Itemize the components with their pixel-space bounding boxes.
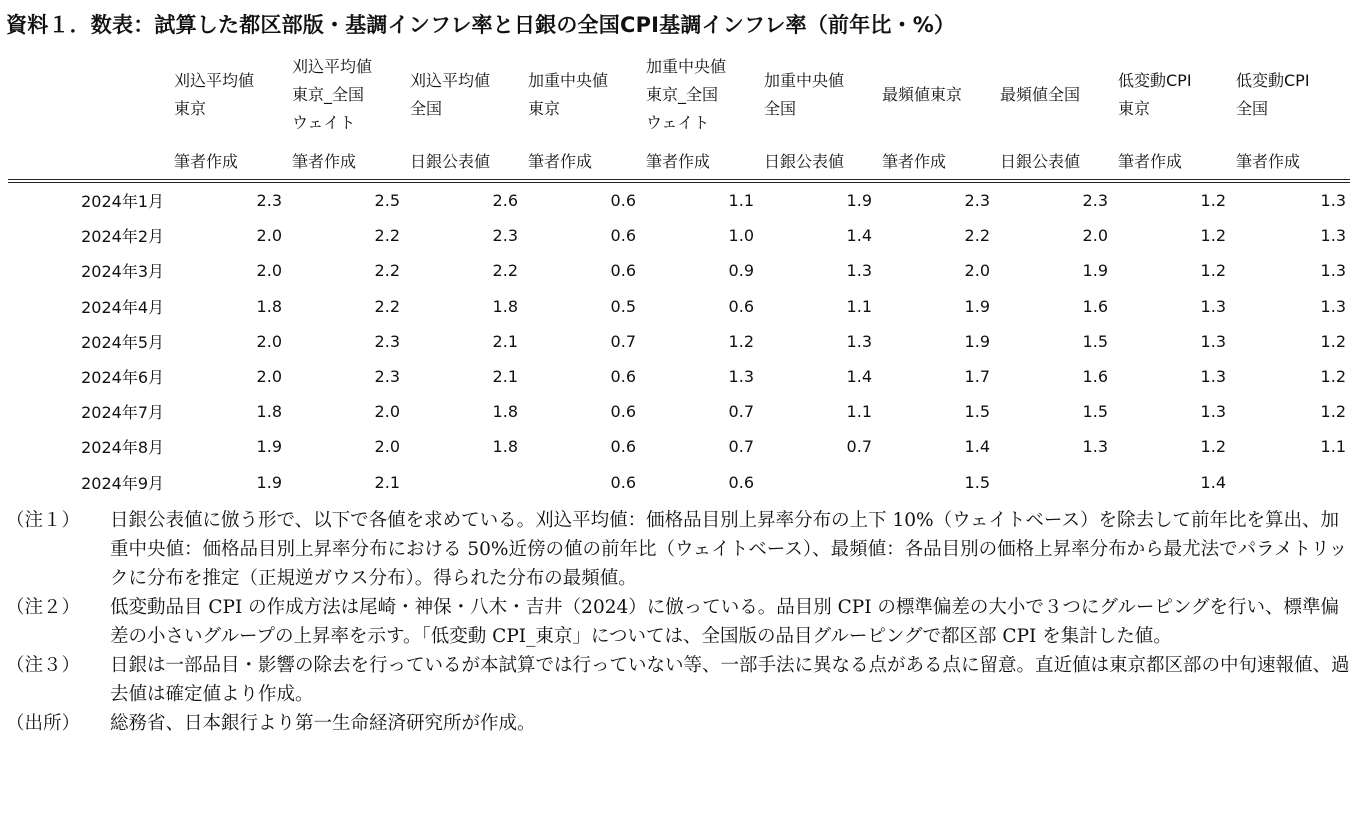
column-source: 筆者作成 bbox=[286, 145, 404, 181]
column-source: 筆者作成 bbox=[522, 145, 640, 181]
column-header-line: 全国 bbox=[1236, 99, 1269, 118]
table-cell: 1.5 bbox=[964, 402, 990, 422]
table-cell: 0.6 bbox=[610, 402, 636, 422]
table-cell: 1.3 bbox=[1200, 367, 1226, 387]
table-cell: 1.4 bbox=[1200, 472, 1226, 492]
table-cell: 1.2 bbox=[1200, 261, 1226, 281]
column-header-line: 刈込平均値 bbox=[410, 71, 491, 90]
table-cell: 2.0 bbox=[256, 226, 282, 246]
column-header bbox=[286, 45, 404, 145]
source-corner bbox=[8, 145, 168, 181]
table-cell: 2.2 bbox=[374, 226, 400, 246]
table-cell: 1.9 bbox=[964, 331, 990, 351]
table-cell: 1.3 bbox=[1200, 296, 1226, 316]
table-cell: 1.2 bbox=[1200, 226, 1226, 246]
source-row bbox=[8, 145, 1350, 181]
table-cell: 1.9 bbox=[846, 191, 872, 211]
table-cell: 0.6 bbox=[728, 296, 754, 316]
inflation-data-table bbox=[8, 45, 1350, 500]
table-cell: 1.6 bbox=[1082, 296, 1108, 316]
table-cell: 0.6 bbox=[610, 472, 636, 492]
column-header-line: 東京 bbox=[528, 99, 561, 118]
table-cell: 0.9 bbox=[728, 261, 754, 281]
table-cell: 2.3 bbox=[964, 191, 990, 211]
column-header bbox=[640, 45, 758, 145]
note-text: 日銀は一部品目・影響の除去を行っているが本試算では行っていない等、一部手法に異なる点がある点に留意。直近値は東京都区部の中旬速報値、過去値は確定値より作成。 bbox=[110, 655, 1350, 705]
table-cell: 2.0 bbox=[256, 261, 282, 281]
table-cell: 2.0 bbox=[256, 367, 282, 387]
table-cell bbox=[1230, 465, 1350, 500]
note-text: 低変動品目 CPI の作成方法は尾崎・神保・八木・吉井（2024）に倣っている。品目別 CPI の標準偏差の大小で３つにグルーピングを行い、標準偏差の小さいグループの上昇率を示す。「低変動 CPI_東京」については、全国版の品目グルーピングで都区部 CPI を集計した値。 bbox=[110, 597, 1340, 647]
column-header bbox=[876, 45, 994, 145]
table-cell: 1.8 bbox=[492, 437, 518, 457]
table-cell: 2.1 bbox=[374, 472, 400, 492]
column-source: 日銀公表値 bbox=[994, 145, 1112, 181]
row-month: 2024年6月 bbox=[81, 368, 164, 388]
column-header-line: 全国 bbox=[410, 99, 443, 118]
column-header-line: 最頻値東京 bbox=[882, 85, 963, 104]
table-cell: 0.7 bbox=[728, 437, 754, 457]
table-cell: 2.1 bbox=[492, 367, 518, 387]
table-cell: 0.6 bbox=[728, 472, 754, 492]
table-row bbox=[8, 394, 1350, 429]
table-row bbox=[8, 359, 1350, 394]
note-label: （出所） bbox=[6, 713, 81, 734]
table-cell: 1.4 bbox=[964, 437, 990, 457]
column-source: 筆者作成 bbox=[1112, 145, 1230, 181]
table-cell: 2.0 bbox=[256, 331, 282, 351]
table-cell: 2.6 bbox=[492, 191, 518, 211]
column-source: 筆者作成 bbox=[168, 145, 286, 181]
column-header-line: 刈込平均値 bbox=[174, 71, 255, 90]
row-month: 2024年7月 bbox=[81, 403, 164, 423]
table-cell: 2.2 bbox=[492, 261, 518, 281]
note-item bbox=[6, 709, 1356, 738]
table-cell: 1.3 bbox=[1200, 331, 1226, 351]
note-label: （注３） bbox=[6, 655, 81, 676]
table-cell: 1.8 bbox=[256, 296, 282, 316]
table-cell: 1.2 bbox=[1320, 331, 1346, 351]
table-cell: 2.2 bbox=[964, 226, 990, 246]
column-source: 筆者作成 bbox=[1230, 145, 1350, 181]
table-cell: 1.2 bbox=[1200, 191, 1226, 211]
row-month: 2024年8月 bbox=[81, 438, 164, 458]
note-text: 総務省、日本銀行より第一生命経済研究所が作成。 bbox=[110, 713, 536, 734]
table-row bbox=[8, 218, 1350, 253]
notes-section bbox=[6, 506, 1356, 738]
column-header bbox=[994, 45, 1112, 145]
table-cell: 1.9 bbox=[256, 472, 282, 492]
column-header-line: 低変動CPI bbox=[1236, 71, 1310, 90]
table-cell: 2.0 bbox=[964, 261, 990, 281]
column-header bbox=[1230, 45, 1350, 145]
table-cell: 0.6 bbox=[610, 437, 636, 457]
table-cell: 1.3 bbox=[846, 261, 872, 281]
table-cell: 2.3 bbox=[256, 191, 282, 211]
table-cell: 1.3 bbox=[1082, 437, 1108, 457]
column-source: 日銀公表値 bbox=[404, 145, 522, 181]
column-header-line: 東京 bbox=[174, 99, 207, 118]
table-cell: 1.1 bbox=[728, 191, 754, 211]
table-row bbox=[8, 253, 1350, 288]
table-cell: 0.7 bbox=[846, 437, 872, 457]
table-row bbox=[8, 324, 1350, 359]
table-row bbox=[8, 181, 1350, 218]
table-cell: 1.4 bbox=[846, 226, 872, 246]
table-cell: 1.6 bbox=[1082, 367, 1108, 387]
note-label: （注２） bbox=[6, 597, 81, 618]
note-item bbox=[6, 593, 1356, 651]
table-cell: 2.1 bbox=[492, 331, 518, 351]
table-cell: 1.5 bbox=[1082, 331, 1108, 351]
column-header-line: ウェイト bbox=[646, 113, 710, 132]
column-header-line: 最頻値全国 bbox=[1000, 85, 1081, 104]
table-cell: 0.6 bbox=[610, 191, 636, 211]
column-header bbox=[522, 45, 640, 145]
note-text: 日銀公表値に倣う形で、以下で各値を求めている。刈込平均値：価格品目別上昇率分布の上下 10%（ウェイトベース）を除去して前年比を算出、加重中央値：価格品目別上昇率分布における 50%近傍の値の前年比（ウェイトベース）、最頻値：各品目別の価格上昇率分布から最尤法でパラメトリックに分布を推定（正規逆ガウス分布）。得られた分布の最頻値。 bbox=[110, 510, 1348, 589]
row-month: 2024年2月 bbox=[81, 227, 164, 247]
table-body bbox=[8, 181, 1350, 500]
table-cell: 1.2 bbox=[1320, 402, 1346, 422]
table-cell: 2.3 bbox=[1082, 191, 1108, 211]
table-cell: 1.8 bbox=[492, 402, 518, 422]
table-cell: 1.3 bbox=[846, 331, 872, 351]
column-header-line: 刈込平均値 bbox=[292, 57, 373, 76]
row-month: 2024年1月 bbox=[81, 192, 164, 212]
table-cell: 2.0 bbox=[374, 402, 400, 422]
table-cell: 1.9 bbox=[964, 296, 990, 316]
table-cell bbox=[994, 465, 1112, 500]
column-header bbox=[1112, 45, 1230, 145]
table-cell: 1.0 bbox=[728, 226, 754, 246]
table-cell: 1.1 bbox=[846, 402, 872, 422]
table-cell: 0.6 bbox=[610, 226, 636, 246]
table-cell bbox=[758, 465, 876, 500]
table-cell: 1.9 bbox=[1082, 261, 1108, 281]
table-cell: 1.5 bbox=[1082, 402, 1108, 422]
column-header-line: 東京 bbox=[1118, 99, 1151, 118]
header-corner bbox=[8, 45, 168, 145]
table-cell: 1.3 bbox=[1200, 402, 1226, 422]
row-month: 2024年3月 bbox=[81, 262, 164, 282]
table-cell: 2.3 bbox=[374, 331, 400, 351]
table-cell: 1.3 bbox=[1320, 191, 1346, 211]
column-header-line: 加重中央値 bbox=[764, 71, 845, 90]
column-source: 日銀公表値 bbox=[758, 145, 876, 181]
table-cell: 0.6 bbox=[610, 261, 636, 281]
table-cell: 2.3 bbox=[492, 226, 518, 246]
note-item bbox=[6, 506, 1356, 593]
table-cell: 1.3 bbox=[1320, 296, 1346, 316]
table-cell: 1.8 bbox=[256, 402, 282, 422]
table-cell: 2.2 bbox=[374, 261, 400, 281]
column-source: 筆者作成 bbox=[640, 145, 758, 181]
column-header bbox=[168, 45, 286, 145]
table-row bbox=[8, 289, 1350, 324]
table-cell: 1.7 bbox=[964, 367, 990, 387]
table-cell: 1.9 bbox=[256, 437, 282, 457]
note-item bbox=[6, 651, 1356, 709]
column-header-line: ウェイト bbox=[292, 113, 356, 132]
table-cell: 1.8 bbox=[492, 296, 518, 316]
table-cell: 0.5 bbox=[610, 296, 636, 316]
table-cell: 2.0 bbox=[1082, 226, 1108, 246]
page-title: 資料１．数表：試算した都区部版・基調インフレ率と日銀の全国CPI基調インフレ率（前年比・%） bbox=[6, 13, 956, 37]
column-source: 筆者作成 bbox=[876, 145, 994, 181]
row-month: 2024年9月 bbox=[81, 473, 164, 493]
table-cell: 1.3 bbox=[728, 367, 754, 387]
table-cell: 0.7 bbox=[728, 402, 754, 422]
table-cell: 2.2 bbox=[374, 296, 400, 316]
table-row bbox=[8, 429, 1350, 464]
column-header bbox=[758, 45, 876, 145]
column-header-line: 東京_全国 bbox=[646, 85, 719, 104]
note-label: （注１） bbox=[6, 510, 81, 531]
column-header-line: 加重中央値 bbox=[528, 71, 609, 90]
column-header-line: 低変動CPI bbox=[1118, 71, 1192, 90]
table-cell: 1.2 bbox=[1200, 437, 1226, 457]
table-cell: 0.7 bbox=[610, 331, 636, 351]
table-cell bbox=[404, 465, 522, 500]
column-header-row bbox=[8, 45, 1350, 145]
table-row bbox=[8, 465, 1350, 500]
column-header-line: 東京_全国 bbox=[292, 85, 365, 104]
table-cell: 1.2 bbox=[728, 331, 754, 351]
column-header-line: 全国 bbox=[764, 99, 797, 118]
row-month: 2024年4月 bbox=[81, 297, 164, 317]
column-header-line: 加重中央値 bbox=[646, 57, 727, 76]
table-cell: 1.3 bbox=[1320, 261, 1346, 281]
table-cell: 1.3 bbox=[1320, 226, 1346, 246]
table-cell: 1.2 bbox=[1320, 367, 1346, 387]
table-cell: 1.5 bbox=[964, 472, 990, 492]
table-cell: 2.0 bbox=[374, 437, 400, 457]
table-cell: 2.3 bbox=[374, 367, 400, 387]
table-cell: 2.5 bbox=[374, 191, 400, 211]
column-header bbox=[404, 45, 522, 145]
row-month: 2024年5月 bbox=[81, 332, 164, 352]
table-cell: 1.1 bbox=[846, 296, 872, 316]
table-cell: 0.6 bbox=[610, 367, 636, 387]
table-cell: 1.4 bbox=[846, 367, 872, 387]
table-cell: 1.1 bbox=[1320, 437, 1346, 457]
